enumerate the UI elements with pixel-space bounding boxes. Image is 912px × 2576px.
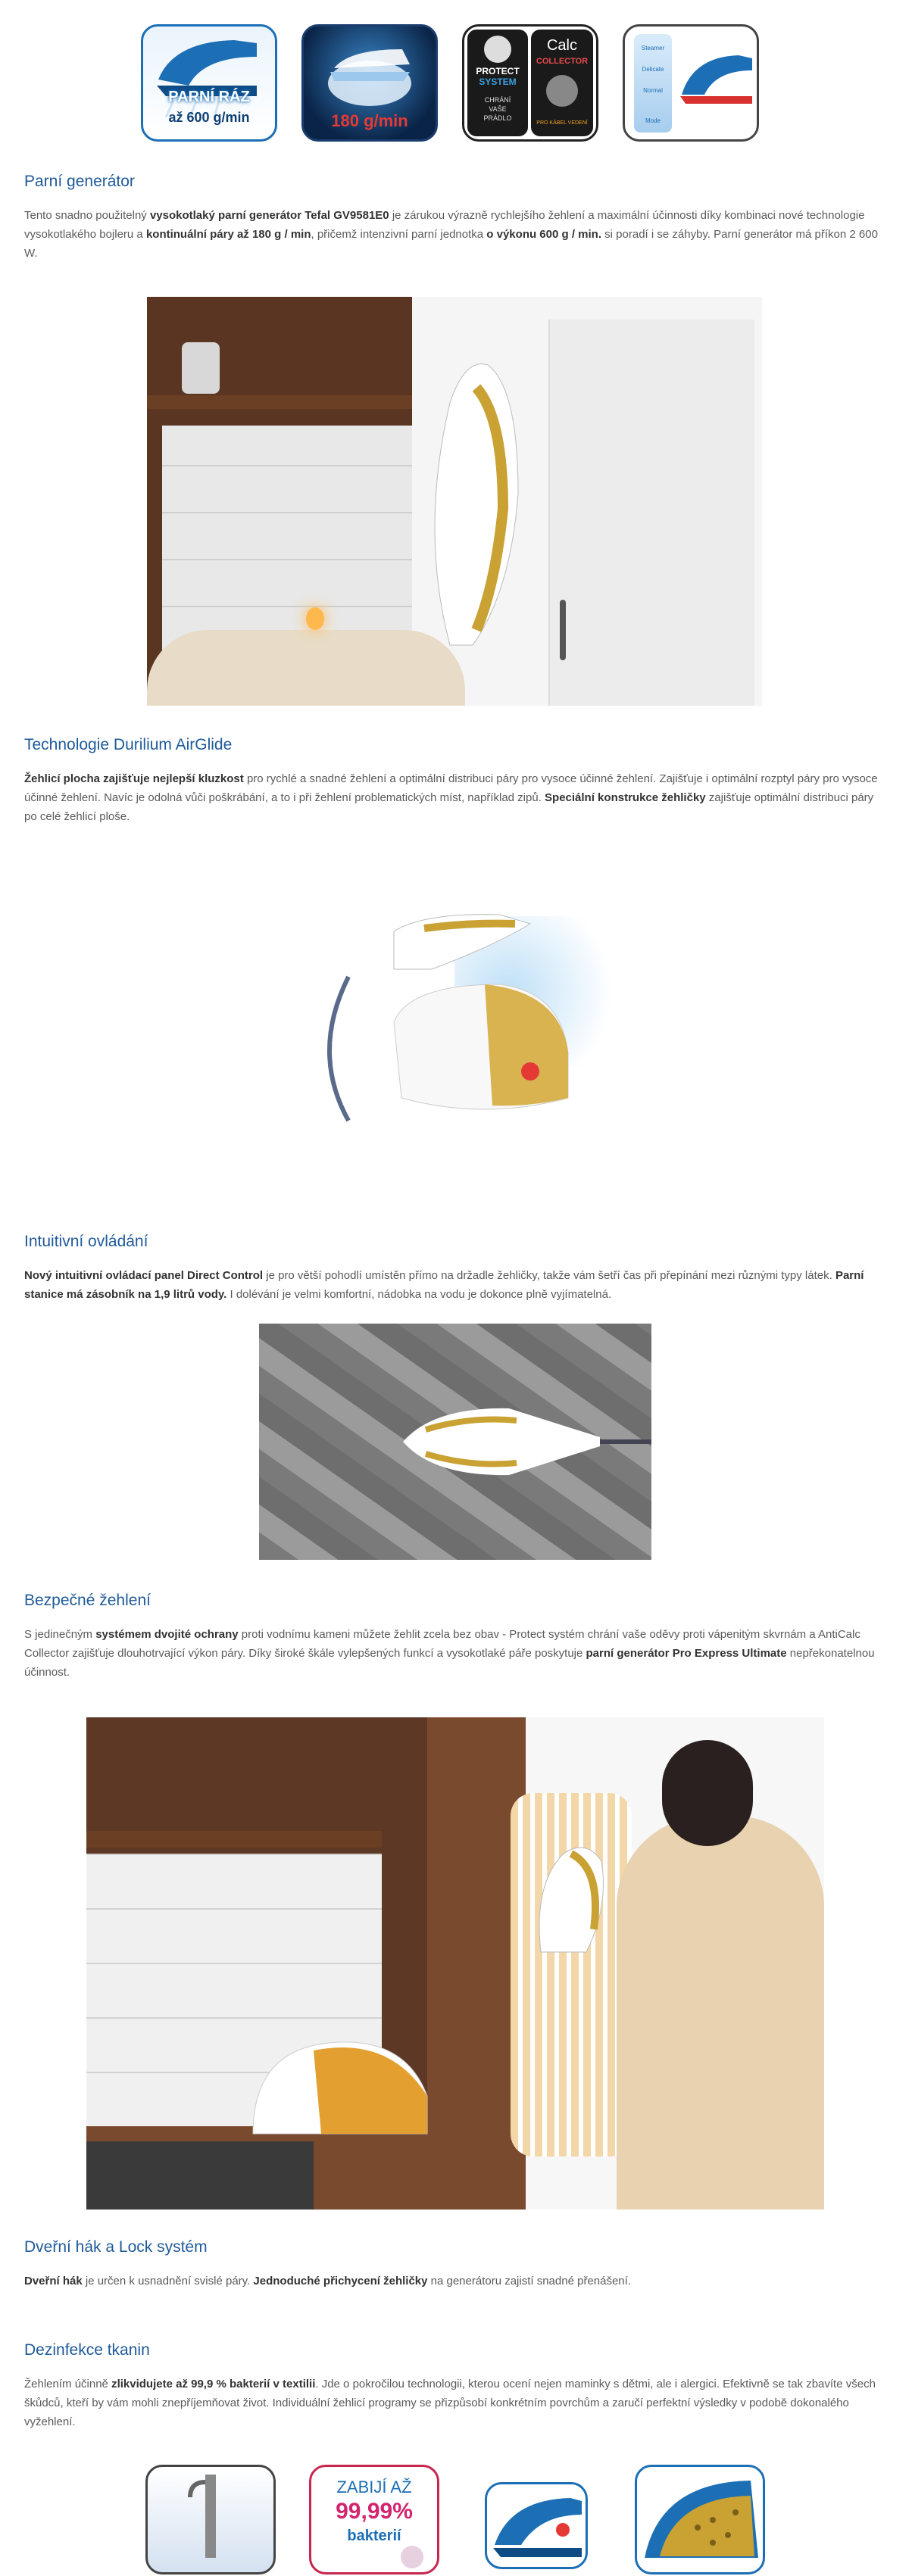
- protect-label: PROTECT: [476, 66, 520, 76]
- bacteria-icon-tile: [309, 2465, 439, 2574]
- mode-delicate: Delicate: [642, 66, 664, 73]
- mode-steamer: Steamer: [641, 45, 665, 51]
- text-segment-6: si poradí i se záhyby. Parní generátor má příkon 2 600 W.: [24, 228, 878, 260]
- bold-text-3: kontinuální páry až 180 g / min: [145, 228, 311, 241]
- cabinet-door: [548, 320, 754, 706]
- steam-shot-value: až 600 g/min: [168, 110, 250, 125]
- bold-text-0: Žehlicí plocha zajišťuje nejlepší kluzkost: [24, 772, 244, 785]
- collector-label: COLLECTOR: [536, 57, 589, 66]
- woman-blouse: [617, 1816, 824, 2210]
- iron-lock-icon: [487, 2484, 586, 2567]
- glass-jar: [182, 342, 220, 394]
- mode-normal: Normal: [643, 87, 663, 94]
- person-shoulder: [147, 630, 465, 706]
- photo-iron-kitchen: [147, 297, 762, 706]
- photo-iron-on-fabric: [259, 1324, 651, 1560]
- collector-note: PRO KÁBEL VEDENÍ: [536, 120, 588, 126]
- steam-station-shape: [303, 901, 636, 1136]
- photo-woman-ironing: [86, 1717, 824, 2210]
- section-title-safe-ironing: Bezpečné žehlení: [24, 1592, 151, 1609]
- shelf-board: [147, 395, 412, 409]
- system-label: SYSTEM: [479, 76, 517, 87]
- text-segment-3: na generátoru zajistí snadné přenášení.: [427, 2275, 631, 2288]
- steam-generator-base: [238, 2005, 450, 2157]
- text-segment-0: S jedinečným: [24, 1628, 96, 1641]
- bold-text-1: zlikvidujete až 99,9 % bakterií v textilii: [111, 2378, 316, 2390]
- shield-icon: [484, 36, 511, 63]
- text-segment-3: zajišťuje optimální distribuci páry po celé žehlicí ploše.: [24, 791, 874, 823]
- text-segment-4: , přičemž intenzivní parní jednotka: [311, 228, 487, 241]
- collector-icon: [546, 75, 578, 107]
- your-label: VAŠE: [489, 105, 507, 113]
- lock-system-icon-tile: [485, 2482, 588, 2569]
- bold-text-0: Dveřní hák: [24, 2275, 83, 2288]
- iron-photo-shape: [404, 342, 556, 660]
- section-text-steam-generator: [24, 206, 888, 263]
- bold-text-1: systémem dvojité ochrany: [95, 1628, 239, 1641]
- bold-text-2: Parní stanice má zásobník na 1,9 litrů vody.: [24, 1269, 864, 1301]
- text-segment-4: nepřekonatelnou účinnost.: [24, 1647, 875, 1679]
- product-steam-station: [303, 901, 636, 1136]
- door-hook-icon-tile: [145, 2465, 276, 2574]
- bold-text-2: Jednoduché přichycení žehličky: [253, 2275, 428, 2288]
- section-title-intuitive-control: Intuitivní ovládání: [24, 1233, 148, 1250]
- section-text-durilium: [24, 769, 888, 826]
- bold-text-1: vysokotlaký parní generátor Tefal GV9581E0: [149, 209, 389, 222]
- section-title-door-hook: Dveřní hák a Lock systém: [24, 2238, 208, 2256]
- iron-icon: [678, 49, 754, 110]
- door-hook-icon: [148, 2467, 273, 2572]
- control-panel-strip: [634, 34, 672, 133]
- tile-wall: [162, 426, 412, 653]
- continuous-steam-icon-tile: [301, 24, 438, 142]
- soleplate-icon-tile: [635, 2465, 765, 2574]
- text-segment-2: . Jde o pokročilou technologii, kterou ocení nejen maminky s dětmi, ale i alergici. Efektivně se tak zbavíte všech škůdců, kteří by vám mohli znepříjemňovat život. Individuální žehlicí programy se přizpůsobí konkrétním povrchům a zaručí perfektní výsledky v podobě dokonalého vyžehlení.: [24, 2378, 876, 2428]
- protect-system-panel: [467, 30, 528, 136]
- kitchen-shelf: [86, 1831, 382, 1848]
- continuous-steam-value: 180 g/min: [331, 111, 408, 130]
- bold-text-5: o výkonu 600 g / min.: [486, 228, 602, 241]
- text-segment-3: I dolévání je velmi komfortní, nádobka na vodu je dokonce plně vyjímatelná.: [226, 1288, 612, 1301]
- protect-calc-icon-tile: [462, 24, 598, 142]
- woman-hair: [662, 1740, 753, 1846]
- text-segment-1: je pro větší pohodlí umístěn přímo na držadle žehličky, takže vám šetří čas při přepínání mezi různými typy látek.: [263, 1269, 835, 1282]
- laundry-label: PRÁDLO: [483, 114, 512, 122]
- steam-shot-label: PARNÍ RÁZ: [168, 89, 250, 105]
- section-text-disinfection: [24, 2375, 888, 2431]
- calc-collector-panel: [531, 30, 593, 136]
- candle-light: [306, 607, 324, 630]
- bacteria-icon: [401, 2546, 423, 2568]
- section-text-safe-ironing: [24, 1625, 888, 1682]
- control-panel-icon-tile: [623, 24, 759, 142]
- bacteria-line2: 99,99%: [336, 2499, 413, 2524]
- soleplate-icon: [637, 2467, 763, 2572]
- text-segment-0: Tento snadno použitelný: [24, 209, 150, 222]
- bold-text-0: Nový intuitivní ovládací panel Direct Control: [24, 1269, 264, 1282]
- bacteria-line3: bakterií: [347, 2528, 401, 2544]
- bold-text-2: Speciální konstrukce žehličky: [545, 791, 706, 804]
- calc-label: Calc: [546, 37, 577, 54]
- cabinet-handle: [560, 600, 566, 660]
- text-segment-2: proti vodnímu kameni můžete žehlit zcela bez obav - Protect systém chrání vaše oděvy proti vápenitým skvrnám a AntiCalc Collector zajišťuje dlouhotrvající výkon páry. Díky široké škále vylepšených funkcí a vysokotlaké páře poskytuje: [24, 1628, 860, 1660]
- section-title-durilium: Technologie Durilium AirGlide: [24, 736, 233, 753]
- section-title-disinfection: Dezinfekce tkanin: [24, 2341, 150, 2359]
- text-segment-1: je určen k usnadnění svislé páry.: [82, 2275, 254, 2288]
- section-text-door-hook: [24, 2272, 888, 2291]
- bacteria-line1: ZABIJÍ AŽ: [336, 2478, 412, 2496]
- text-segment-1: pro rychlé a snadné žehlení a optimální distribuci páry pro vysoce účinné žehlení. Zajišťuje i optimální rozptyl páry pro vysoce účinné žehlení. Navíc je odolná vůči poškrábání, a to i při žehlení problematických míst, například zipů.: [24, 772, 878, 804]
- section-title-steam-generator: Parní generátor: [24, 173, 135, 190]
- bold-text-3: parní generátor Pro Express Ultimate: [586, 1647, 787, 1660]
- iron-top-view: [259, 1324, 651, 1560]
- text-segment-0: Žehlením účinně: [24, 2378, 112, 2390]
- section-text-intuitive-control: [24, 1266, 888, 1304]
- steam-shot-icon-tile: [141, 24, 277, 142]
- iron-in-hand: [526, 1838, 617, 1960]
- protects-label: CHRÁNÍ: [484, 96, 511, 104]
- text-segment-2: je zárukou výrazně rychlejšího žehlení a maximální účinnosti díky kombinaci nové technologie vysokotlakého bojleru a: [24, 209, 865, 241]
- mode-mode: Mode: [645, 117, 661, 124]
